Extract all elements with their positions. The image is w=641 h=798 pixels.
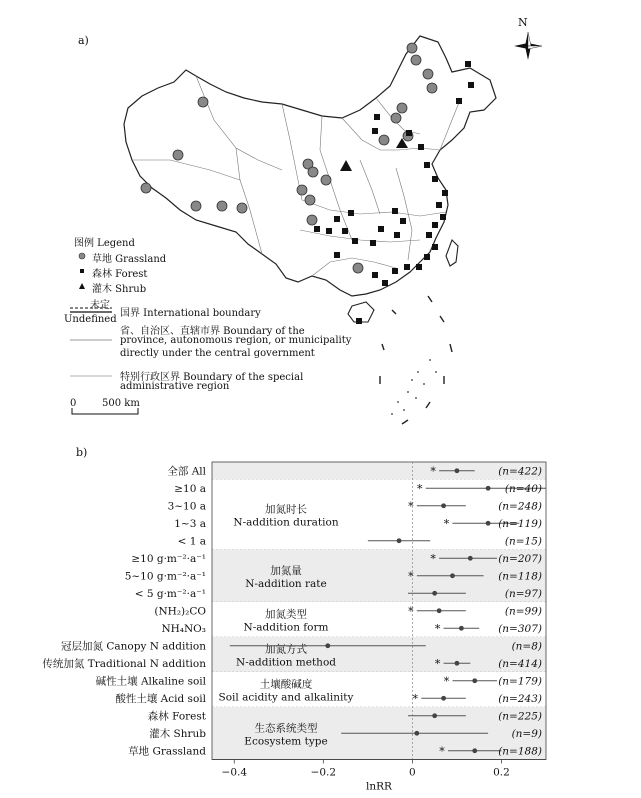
south-china-sea-boundary [380, 296, 452, 424]
row-label: 森林 Forest [147, 710, 206, 723]
sample-size-label: (n=422) [498, 465, 542, 478]
group-title-cn: 加氮类型 [265, 608, 307, 621]
sample-size-label: (n=414) [498, 657, 542, 670]
significance-star: * [443, 517, 450, 531]
mean-point [450, 573, 455, 578]
grassland-sites [141, 43, 437, 273]
row-label: 冠层加氮 Canopy N addition [61, 640, 206, 653]
mean-point [441, 696, 446, 701]
panel-b-label: b) [76, 446, 88, 459]
legend-title: 图例 Legend [74, 238, 135, 249]
significance-star: * [417, 482, 423, 496]
forest-plot [0, 456, 641, 798]
legend-sar-2: administrative region [120, 381, 230, 392]
group-band [212, 550, 546, 603]
sample-size-label: (n=188) [498, 745, 542, 758]
significance-star: * [430, 464, 436, 478]
row-label: 碱性土壤 Alkaline soil [95, 675, 206, 688]
sample-size-label: (n=40) [504, 482, 542, 495]
x-tick-label: −0.2 [310, 766, 337, 779]
taiwan-outline [446, 240, 458, 266]
row-label: 3~10 a [167, 500, 206, 513]
legend-shrub-icon [79, 283, 85, 289]
row-label: NH₄NO₃ [161, 622, 206, 635]
legend-forest: 森林 Forest [92, 269, 148, 280]
x-tick-label: 0 [409, 766, 416, 779]
sample-size-label: (n=8) [511, 640, 542, 653]
mean-point [397, 538, 402, 543]
sample-size-label: (n=243) [498, 692, 542, 705]
group-title-en: N-addition form [243, 621, 329, 634]
mean-point [437, 608, 442, 613]
group-title-en: Ecosystem type [244, 735, 328, 748]
mean-point [459, 626, 464, 631]
sample-size-label: (n=207) [498, 552, 542, 565]
scs-islands [391, 359, 437, 415]
group-title-cn: 加氮时长 [265, 503, 307, 516]
sample-size-label: (n=97) [504, 587, 542, 600]
mean-point [472, 678, 477, 683]
sample-size-label: (n=119) [498, 517, 542, 530]
row-label: 草地 Grassland [128, 745, 206, 758]
row-label: < 5 g·m⁻²·a⁻¹ [134, 587, 206, 600]
row-label: 5~10 g·m⁻²·a⁻¹ [124, 570, 206, 583]
mean-point [455, 661, 460, 666]
sample-size-label: (n=99) [504, 605, 542, 618]
mean-point [455, 468, 460, 473]
mean-point [472, 748, 477, 753]
legend-sar-1: 特别行政区界 Boundary of the special [120, 372, 304, 383]
significance-star: * [408, 569, 414, 583]
province-boundaries [132, 76, 460, 276]
group-title-cn: 生态系统类型 [254, 722, 318, 735]
row-label: 1~3 a [174, 517, 206, 530]
row-label: (NH₂)₂CO [154, 605, 206, 618]
group-title-en: Soil acidity and alkalinity [218, 691, 354, 704]
mean-point [432, 713, 437, 718]
shrub-sites [340, 138, 408, 171]
forest-sites [314, 61, 474, 324]
legend-shrub: 灌木 Shrub [92, 284, 147, 295]
north-label: N [518, 16, 528, 29]
group-title-cn: 加氮方式 [265, 643, 307, 656]
legend-undefined: Undefined [64, 314, 117, 325]
x-tick-label: −0.4 [221, 766, 248, 779]
row-label: ≥10 a [174, 482, 206, 495]
row-label: < 1 a [177, 535, 206, 548]
x-axis-title: lnRR [366, 780, 392, 793]
sample-size-label: (n=307) [498, 622, 542, 635]
legend-grassland: 草地 Grassland [92, 254, 167, 265]
significance-star: * [443, 674, 450, 688]
legend-province-3: directly under the central government [120, 348, 315, 359]
mean-point [486, 521, 491, 526]
sample-size-label: (n=15) [504, 535, 542, 548]
legend-intl-boundary: 国界 International boundary [120, 308, 261, 319]
panel-a-label: a) [78, 34, 89, 47]
row-label: ≥10 g·m⁻²·a⁻¹ [131, 552, 206, 565]
sample-size-label: (n=248) [498, 500, 542, 513]
legend-forest-icon [80, 269, 84, 273]
mean-point [468, 556, 473, 561]
group-band [212, 462, 546, 480]
north-arrow-icon [514, 32, 542, 60]
group-title-cn: 加氮量 [270, 564, 302, 577]
row-label: 传统加氮 Traditional N addition [42, 657, 206, 670]
scale-zero: 0 [70, 398, 77, 409]
sample-size-label: (n=225) [498, 710, 542, 723]
mean-point [432, 591, 437, 596]
sample-size-label: (n=118) [498, 570, 542, 583]
significance-star: * [412, 692, 419, 706]
mean-point [414, 731, 419, 736]
legend-undetermined: 未定 [90, 300, 110, 311]
legend-province-1: 省、自治区、直辖市界 Boundary of the [120, 326, 305, 337]
sample-size-label: (n=179) [498, 675, 542, 688]
group-band [212, 480, 546, 550]
significance-star: * [408, 604, 414, 618]
significance-star: * [434, 622, 441, 636]
group-title-en: N-addition duration [233, 516, 339, 529]
significance-star: * [430, 552, 436, 566]
mean-point [325, 643, 330, 648]
mean-point [486, 486, 491, 491]
sample-size-label: (n=9) [511, 727, 542, 740]
row-label: 全部 All [167, 465, 206, 478]
significance-star: * [408, 499, 414, 513]
significance-star: * [439, 744, 445, 758]
legend-grassland-icon [79, 253, 85, 259]
group-title-cn: 土壤酸碱度 [259, 678, 313, 691]
group-title-en: N-addition rate [245, 577, 327, 590]
legend-province-2: province, autonomous region, or municipality [120, 335, 352, 346]
row-label: 灌木 Shrub [149, 727, 206, 740]
x-tick-label: 0.2 [493, 766, 510, 779]
scale-distance: 500 km [102, 398, 140, 409]
mean-point [441, 503, 446, 508]
significance-star: * [434, 657, 441, 671]
row-label: 酸性土壤 Acid soil [115, 692, 206, 705]
group-title-en: N-addition method [236, 656, 336, 669]
